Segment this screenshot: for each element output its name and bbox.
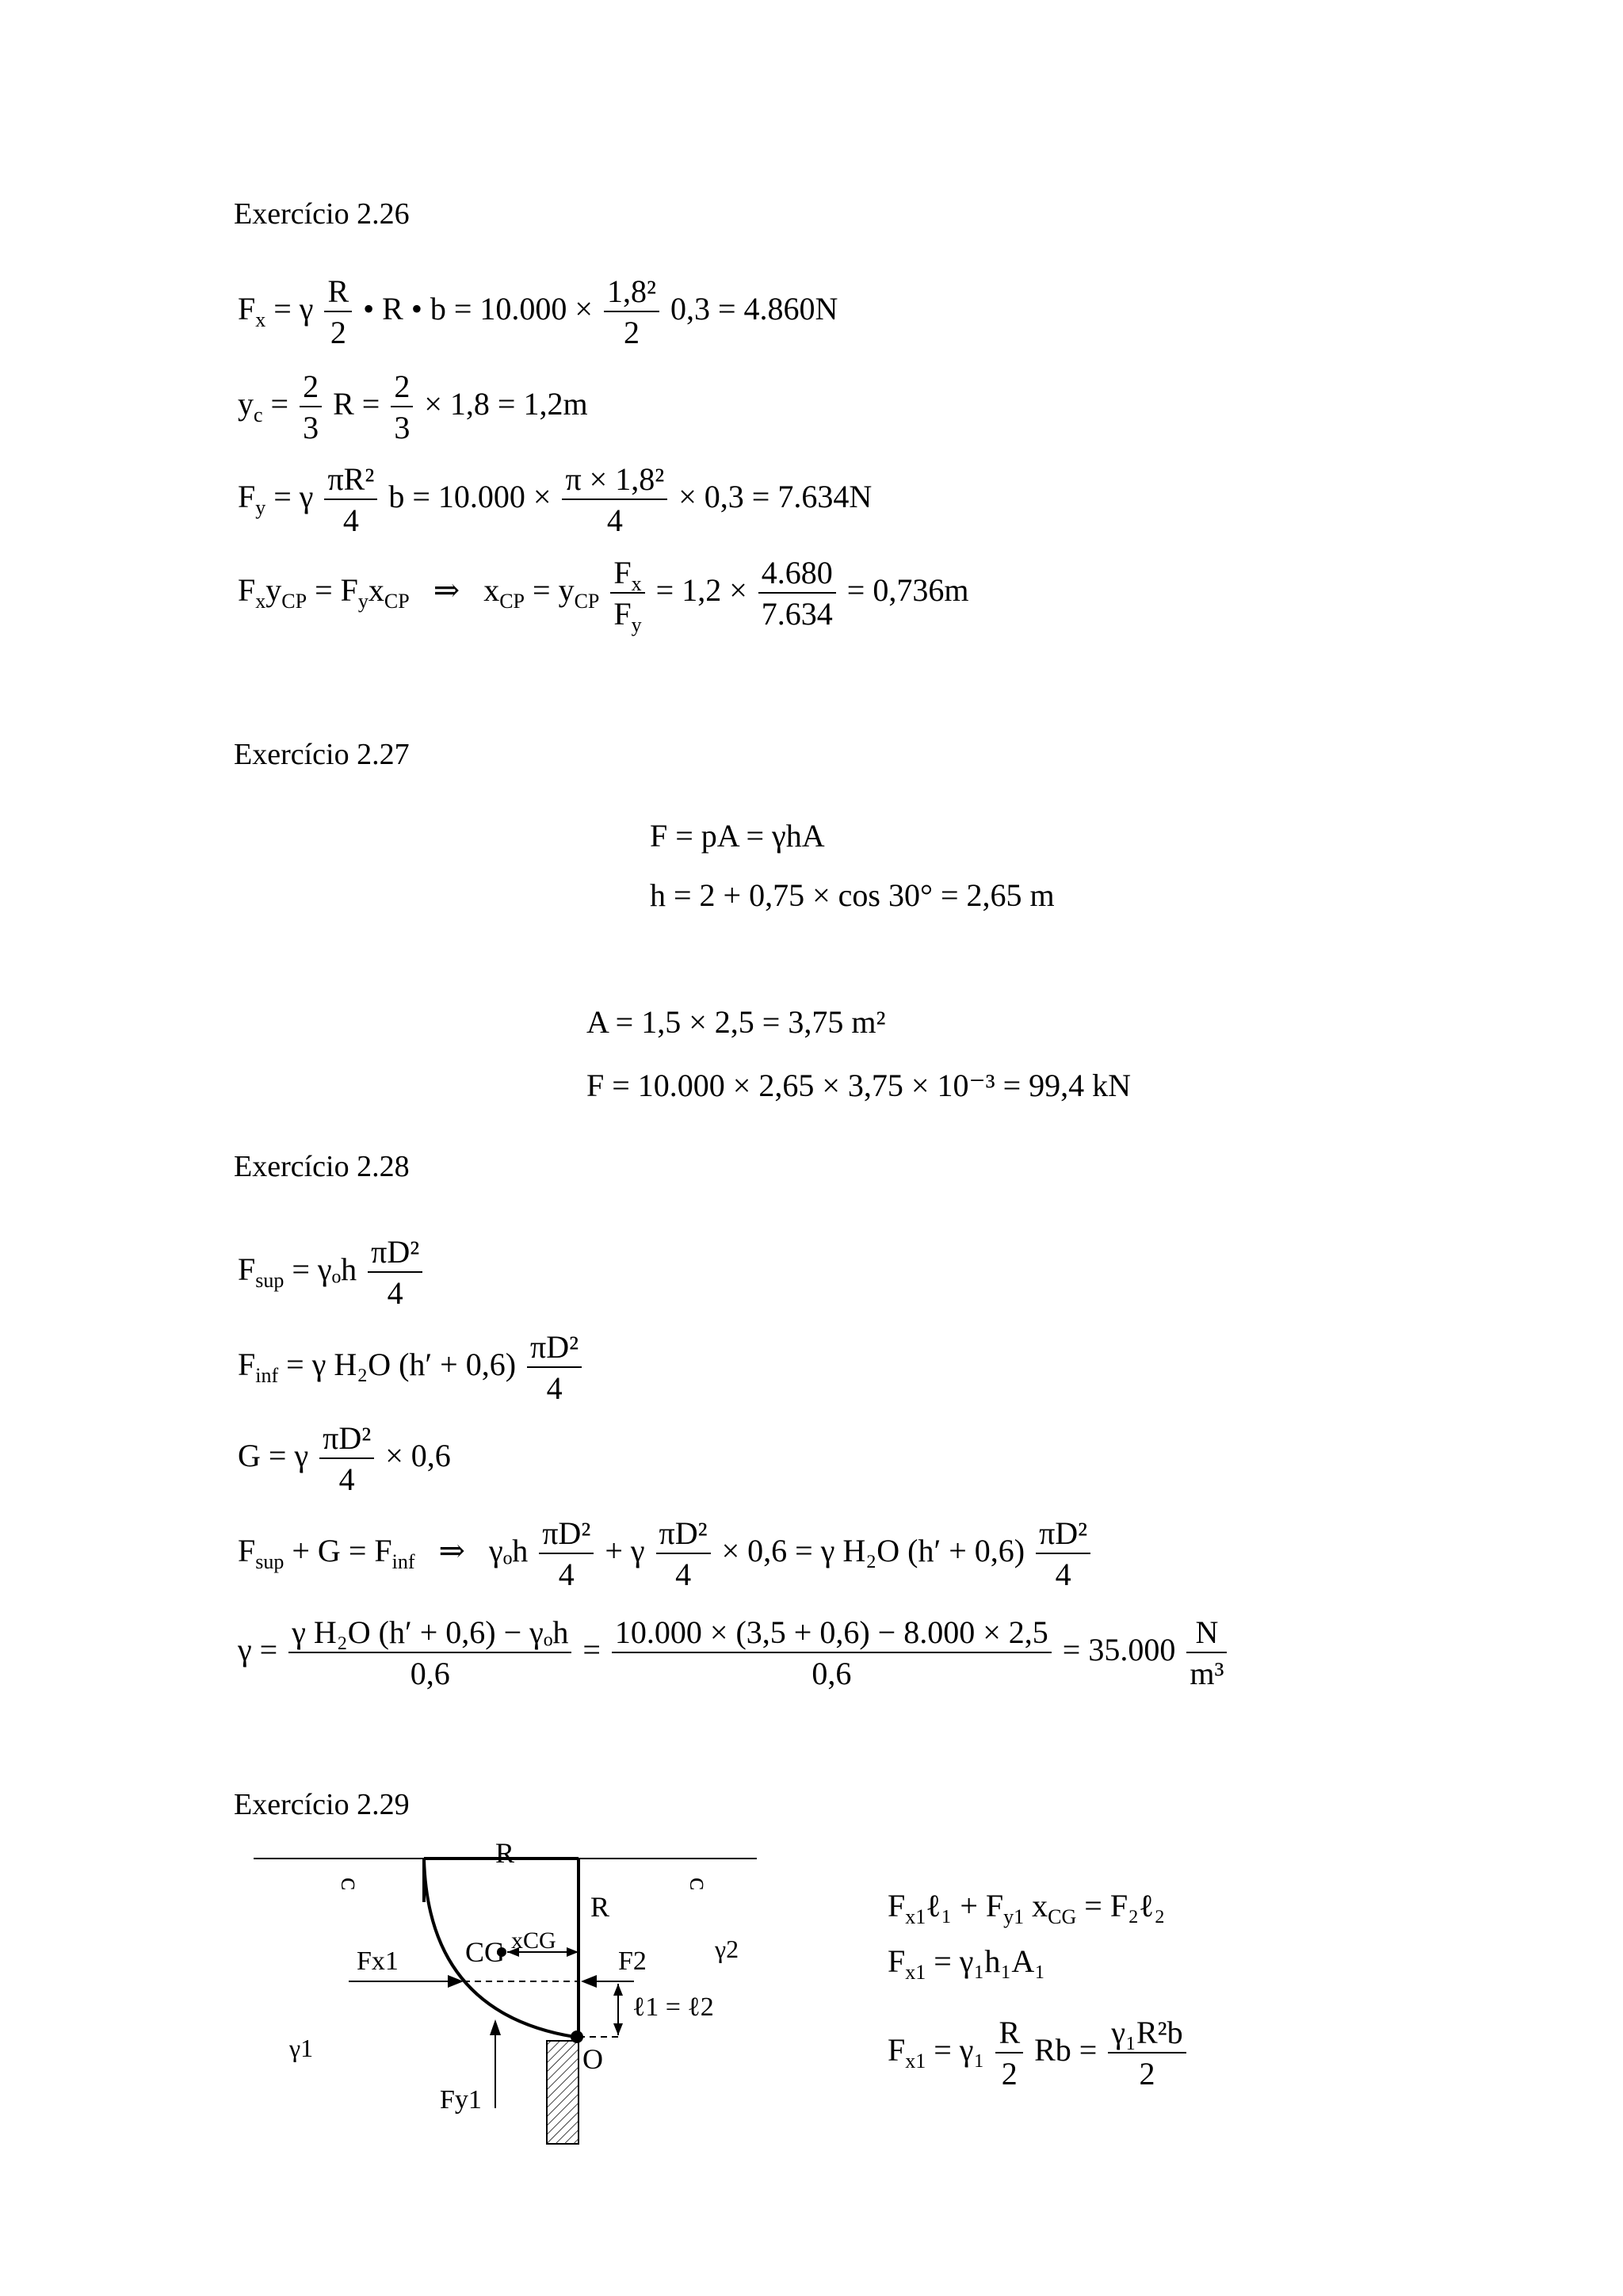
label-fy1: Fy1 [440,2085,482,2115]
gate-diagram [238,1839,777,2156]
section-title-2-28: Exercício 2.28 [234,1150,410,1183]
section-title-2-27: Exercício 2.27 [234,738,410,771]
equation-fsup: $F_{sup} = \gamma_oh$ $\frac{\text{πD²}}{4}$ [238,1236,426,1309]
equation-area: A = 1,5 × 2,5 = 3,75 m² [586,1004,886,1040]
equation-xcp: $F_xy_{CP} = F_yx_{CP}$ ⇒ $x_{CP} = y_{CP}$ $\frac{F_x}{F_y}$ = 1,2 × $\frac{4.680}{7.634}$ = 0,736m [238,555,969,636]
label-cg: CG [465,1936,506,1968]
label-fx1: Fx1 [357,1946,399,1976]
label-xcg: xCG [511,1927,556,1954]
label-r-side: R [590,1891,610,1923]
equation-weight: G = γ $\frac{\text{πD²}}{4}$ × 0,6 [238,1420,451,1497]
surface-mark-right-icon: ᴒ [689,1867,705,1897]
equation-force-mean-pressure: F = pA = γhA [650,818,825,854]
label-gamma1: γ1 [289,2034,314,2062]
label-f2: F2 [618,1946,647,1976]
equation-fx1-definition: $F_{x1} = \gamma_1h_1A_1$ [888,1943,1046,1984]
label-r-top: R [495,1839,515,1869]
label-gamma2: γ2 [715,1935,739,1963]
equation-yc: $y_c$ = $\frac{2}{3}$ R = $\frac{2}{3}$ × 1,8 = 1,2m [238,369,588,445]
equation-moment-balance: $F_{x1}\ell_1 + F_{y1}$ $x_{CG}$ = F₂ℓ₂ [888,1888,1166,1928]
equation-fx: $F_x = \gamma$ $\frac{R}{2}$ • R • b = 10.000 × $\frac{\text{1,8²}}{2}$ 0,3 = 4.860N [238,273,838,350]
label-o: O [582,2043,603,2075]
equation-fy: $F_y = \gamma$ $\frac{\text{πR²}}{4}$ b = 10.000 × $\frac{\text{π × 1,8²}}{4}$ × 0,3 = 7.634N [238,461,873,538]
section-title-2-29: Exercício 2.29 [234,1788,410,1821]
label-lever-equality: ℓ1 = ℓ2 [632,1992,714,2022]
support-wall [547,2041,579,2144]
equation-mean-depth: h = 2 + 0,75 × cos 30° = 2,65 m [650,877,1055,913]
surface-mark-left-icon: ᴒ [341,1867,356,1897]
equation-gamma-result: γ = $\frac{\text{γ H₂O (h′ + 0,6) − γₒh}}{0,6}$ = $\frac{10.000 \times (3,5 + 0,6) - 8.000 \times 2,5}{0,6}$ = 35.000 $\frac{N}{\text{m³}}$ [238,1617,1230,1690]
equation-finf: $F_{inf} = \gamma$ H₂O (h′ + 0,6) $\frac{\text{πD²}}{4}$ [238,1331,585,1404]
equation-force-balance: $F_{sup} + G = F_{inf}$ ⇒ γₒh $\frac{\text{πD²}}{4}$ + γ $\frac{\text{πD²}}{4}$ × 0,6 = γ H₂O (h′ + 0,6) $\frac{\text{πD²}}{4}$ [238,1518,1094,1591]
section-title-2-26: Exercício 2.26 [234,197,410,231]
equation-fx1-result: $F_{x1} = \gamma_1$ $\frac{R}{2}$ Rb = $\frac{\text{γ₁R²b}}{2}$ [888,2017,1190,2090]
equation-force-result: F = 10.000 × 2,65 × 3,75 × 10⁻³ = 99,4 kN [586,1068,1132,1103]
